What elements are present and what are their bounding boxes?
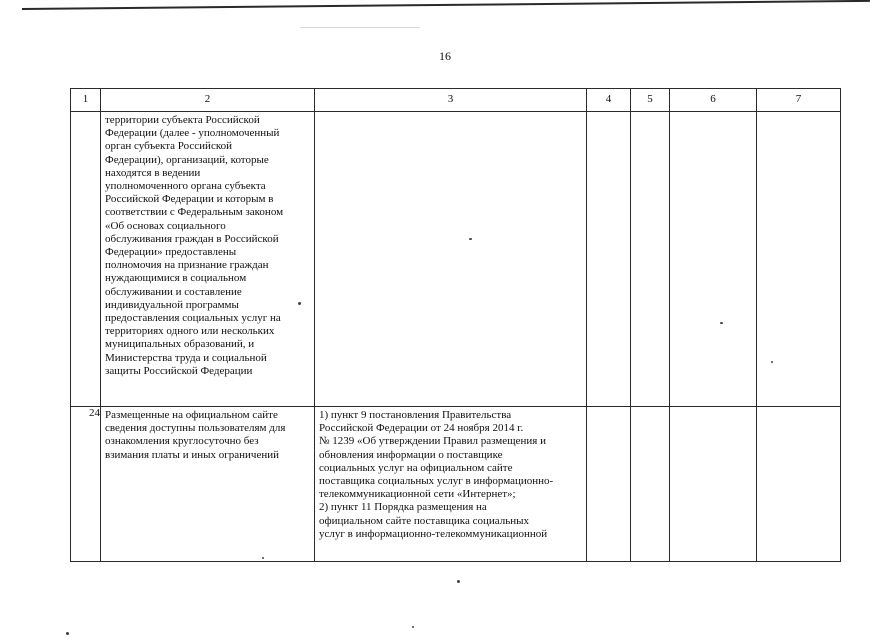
scan-speck (66, 632, 69, 635)
column-header-1: 1 (71, 89, 101, 112)
column-6-cell (670, 407, 757, 562)
column-6-cell (670, 112, 757, 407)
scan-speck (771, 361, 773, 363)
table-row (71, 407, 841, 562)
scan-speck (262, 557, 264, 559)
column-header-2: 2 (101, 89, 315, 112)
column-header-6: 6 (670, 89, 757, 112)
column-header-7: 7 (757, 89, 841, 112)
legal-basis-cell (315, 112, 587, 407)
requirements-table (70, 88, 841, 562)
legal-basis-text (315, 112, 586, 114)
scan-speck (720, 322, 723, 324)
requirement-cell (101, 407, 315, 562)
column-5-cell (631, 112, 670, 407)
scan-border-line (22, 0, 870, 10)
column-5-cell (631, 407, 670, 562)
page-number: 16 (439, 49, 451, 63)
column-4-cell (587, 112, 631, 407)
requirement-text: Размещенные на официальном сайте сведения доступны пользователям для ознакомления круглосуточно без взимания платы и иных ограничений (105, 409, 286, 461)
column-7-cell (757, 407, 841, 562)
row-number-cell (71, 112, 101, 407)
column-header-4: 4 (587, 89, 631, 112)
scan-speck (412, 626, 414, 628)
row-number-cell: 24 (71, 407, 101, 562)
scan-faint-mark (300, 27, 420, 28)
column-4-cell (587, 407, 631, 562)
scan-speck (298, 302, 301, 305)
column-7-cell (757, 112, 841, 407)
column-header-3: 3 (315, 89, 587, 112)
scan-speck (469, 238, 472, 240)
legal-basis-cell (315, 407, 587, 562)
column-header-5: 5 (631, 89, 670, 112)
legal-basis-text: 1) пункт 9 постановления Правительства Российской Федерации от 24 ноября 2014 г. № 1239 «Об утверждении Правил размещения и обновления информации о поставщике социальных услуг на официальном сайте поставщика социальных услуг в информационно- телекоммуникационной сети «Интернет»; 2) пункт 11 Порядка размещения на официальном сайте поставщика социальных услуг в информационно-телекоммуникационной (319, 409, 554, 540)
table-header-row (71, 89, 841, 112)
requirement-cell (101, 112, 315, 407)
scan-speck (457, 580, 460, 583)
requirement-text: территории субъекта Российской Федерации (далее - уполномоченный орган субъекта Российской Федерации), организаций, которые находятся в ведении уполномоченного органа субъекта Российской Федерации и которым в соответствии с Федеральным законом «Об основах социального обслуживания граждан в Российской Федерации» предоставлены полномочия на признание граждан нуждающимися в социальном обслуживании и составление индивидуальной программы предоставления социальных услуг на территориях одного или нескольких муниципальных образований, и Министерства труда и социальной защиты Российской Федерации (105, 114, 284, 377)
table-row (71, 112, 841, 407)
